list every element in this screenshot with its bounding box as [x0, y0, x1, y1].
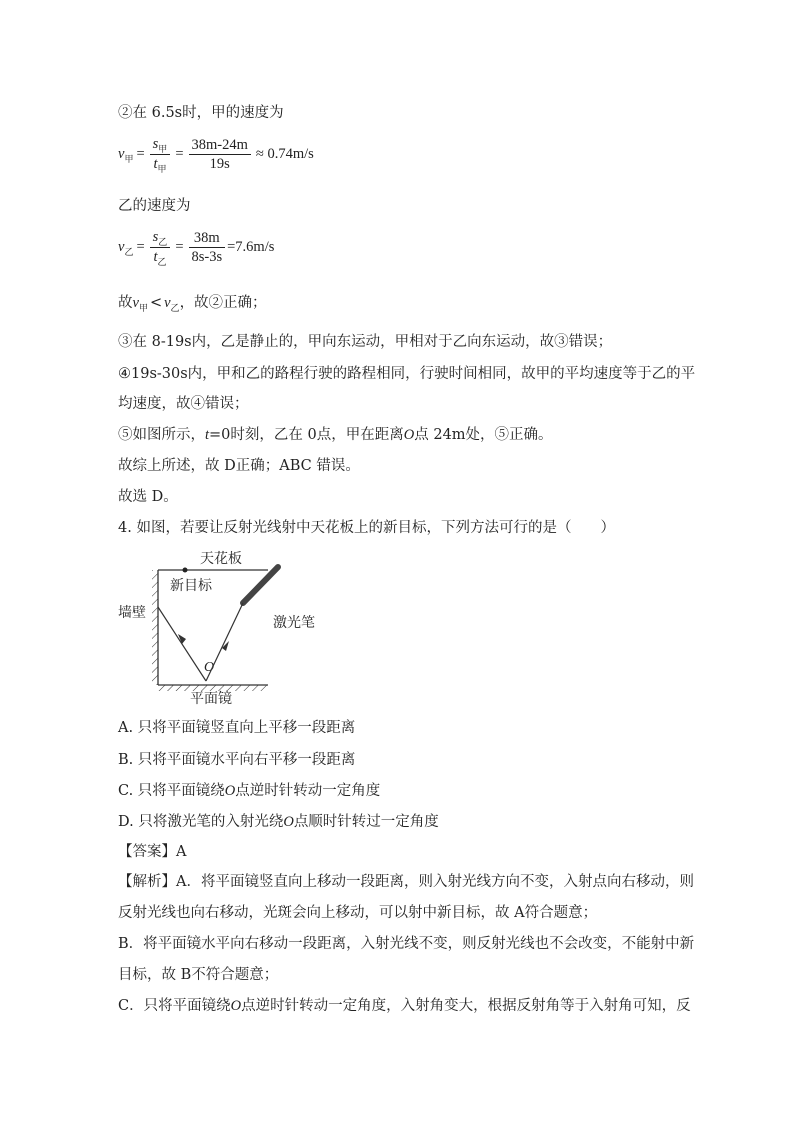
text-line: ⑤如图所示，t=0时刻，乙在 0点，甲在距离O点 24m处，⑤正确。 — [118, 427, 553, 443]
text-line: ④19s-30s内，甲和乙的路程行驶的路程相同，行驶时间相同，故甲的平均速度等于乙的平 — [118, 366, 696, 382]
equals: = — [175, 146, 184, 162]
analysis-line: 【解析】A．将平面镜竖直向上移动一段距离，则入射光线方向不变，入射点向右移动，则 — [118, 874, 694, 890]
incident-ray — [206, 603, 243, 681]
fraction: $\frac{s_甲}{t_甲}$ — [150, 135, 171, 174]
text-line: ②在 6.5s时，甲的速度为 — [118, 105, 284, 121]
question-4: 4. 如图，若要让反射光线射中天花板上的新目标，下列方法可行的是（ ） — [118, 520, 615, 536]
text-line: ③在 8-19s内，乙是静止的，甲向东运动，甲相对于乙向东运动，故③错误； — [118, 334, 613, 350]
laser-label: 激光笔 — [273, 615, 315, 631]
ceiling-label: 天花板 — [200, 551, 242, 567]
text-line: 乙的速度为 — [118, 198, 191, 214]
wall-label: 墙壁 — [118, 605, 146, 621]
reflection-diagram — [118, 545, 378, 715]
equation-yi: v 乙 = $\frac{s_乙}{t_乙}$ = $\frac{38m}{8s-3s}$ =7.6m/s — [118, 229, 275, 267]
sub: 甲 — [124, 154, 134, 164]
equation-jia — [118, 135, 317, 174]
laser-pen — [243, 567, 278, 603]
text-line-compare: 故$v_甲 < v_乙$，故②正确； — [118, 295, 267, 314]
option-b: B. 只将平面镜水平向右平移一段距离 — [118, 752, 356, 768]
equals: = — [136, 146, 145, 162]
var-v: v — [118, 146, 125, 162]
option-a: A. 只将平面镜竖直向上平移一段距离 — [118, 720, 356, 736]
analysis-line: 反射光线也向右移动，光斑会向上移动，可以射中新目标，故 A符合题意； — [118, 905, 598, 921]
point-label: O — [204, 660, 215, 675]
analysis-line: C．只将平面镜绕O点逆时针转动一定角度，入射角变大，根据反射角等于入射角可知，反 — [118, 998, 691, 1014]
text-line: 故选 D。 — [118, 489, 178, 505]
analysis-line: B．将平面镜水平向右移动一段距离，入射光线不变，则反射光线也不会改变，不能射中新 — [118, 936, 695, 952]
answer: 【答案】A — [118, 844, 187, 860]
option-c: C. 只将平面镜绕O点逆时针转动一定角度 — [118, 783, 381, 799]
target-label: 新目标 — [170, 578, 212, 594]
result: =7.6m/s — [227, 239, 275, 255]
analysis-line: 目标，故 B不符合题意； — [118, 967, 279, 983]
text-line: 故综上所述，故 D正确；ABC 错误。 — [118, 458, 360, 474]
fraction: $\frac{38m-24m}{19s}$ — [189, 136, 251, 173]
target-dot — [183, 568, 188, 573]
result: ≈ 0.74m/s — [255, 146, 314, 162]
mirror-label: 平面镜 — [190, 691, 232, 707]
text-line: 均速度，故④错误； — [118, 396, 249, 412]
option-d: D. 只将激光笔的入射光绕O点顺时针转过一定角度 — [118, 814, 439, 830]
fraction: $\frac{s_乙}{t_乙}$ — [150, 228, 171, 267]
fraction: $\frac{38m}{8s-3s}$ — [189, 229, 226, 266]
